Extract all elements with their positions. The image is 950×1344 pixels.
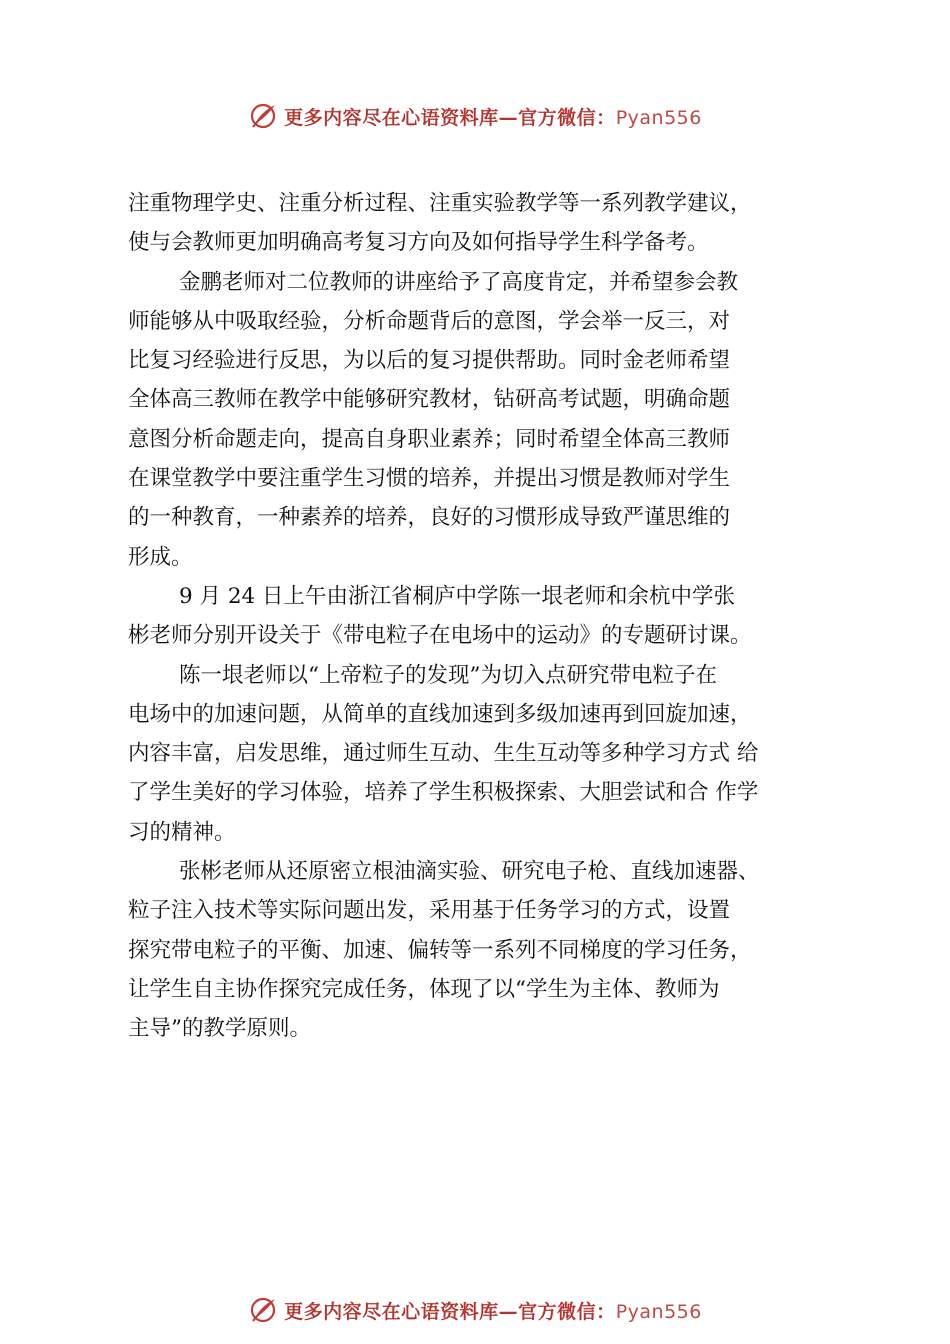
document-body bbox=[128, 184, 848, 1049]
paragraph-1: 注重物理学史、注重分析过程、注重实验教学等一系列教学建议， 使与会教师更加明确高考复习方向及如何指导学生科学备考。 bbox=[128, 191, 752, 256]
paragraph-5: 张彬老师从还原密立根油滴实验、研究电子枪、直线加速器、 粒子注入技术等实际问题出发，采用基于任务学习的方式，设置 探究带电粒子的平衡、加速、偏转等一系列不同梯度的学习任务， 让学生自主协作探究完成任务，体现了以“学生为主体、教师为 主导”的教学原则。 bbox=[128, 859, 760, 1042]
paragraph-2: 金鹏老师对二位教师的讲座给予了高度肯定，并希望参会教 师能够从中吸取经验，分析命题背后的意图，学会举一反三，对 比复习经验进行反思，为以后的复习提供帮助。同时金老师希望 全体高三教师在教学中能够研究教材，钻研高考试题，明确命题 意图分析命题走向，提高自身职业素养；同时希望全体高三教师 在课堂教学中要注重学生习惯的培养，并提出习惯是教师对学生 的一种教育，一种素养的培养，良好的习惯形成导致严谨思维的 形成。 bbox=[128, 269, 739, 570]
footer-text: 更多内容尽在心语资料库—官方微信：Pyan556 bbox=[284, 1300, 702, 1323]
quill-pen-logo-icon bbox=[248, 101, 278, 131]
footer-banner bbox=[0, 1290, 950, 1330]
paragraph-3: 9 月 24 日上午由浙江省桐庐中学陈一垠老师和余杭中学张 彬老师分别开设关于《带电粒子在电场中的运动》的专题研讨课。 bbox=[128, 583, 752, 649]
quill-pen-logo-icon bbox=[248, 1295, 278, 1325]
header-banner bbox=[0, 96, 950, 136]
paragraph-4: 陈一垠老师以“上帝粒子的发现”为切入点研究带电粒子在 电场中的加速问题，从简单的直线加速到多级加速再到回旋加速， 内容丰富，启发思维，通过师生互动、生生互动等多种学习方式 给 了学生美好的学习体验，培养了学生积极探索、大胆尝试和合 作学 习的精神。 bbox=[128, 662, 759, 845]
header-text: 更多内容尽在心语资料库—官方微信：Pyan556 bbox=[284, 106, 702, 129]
